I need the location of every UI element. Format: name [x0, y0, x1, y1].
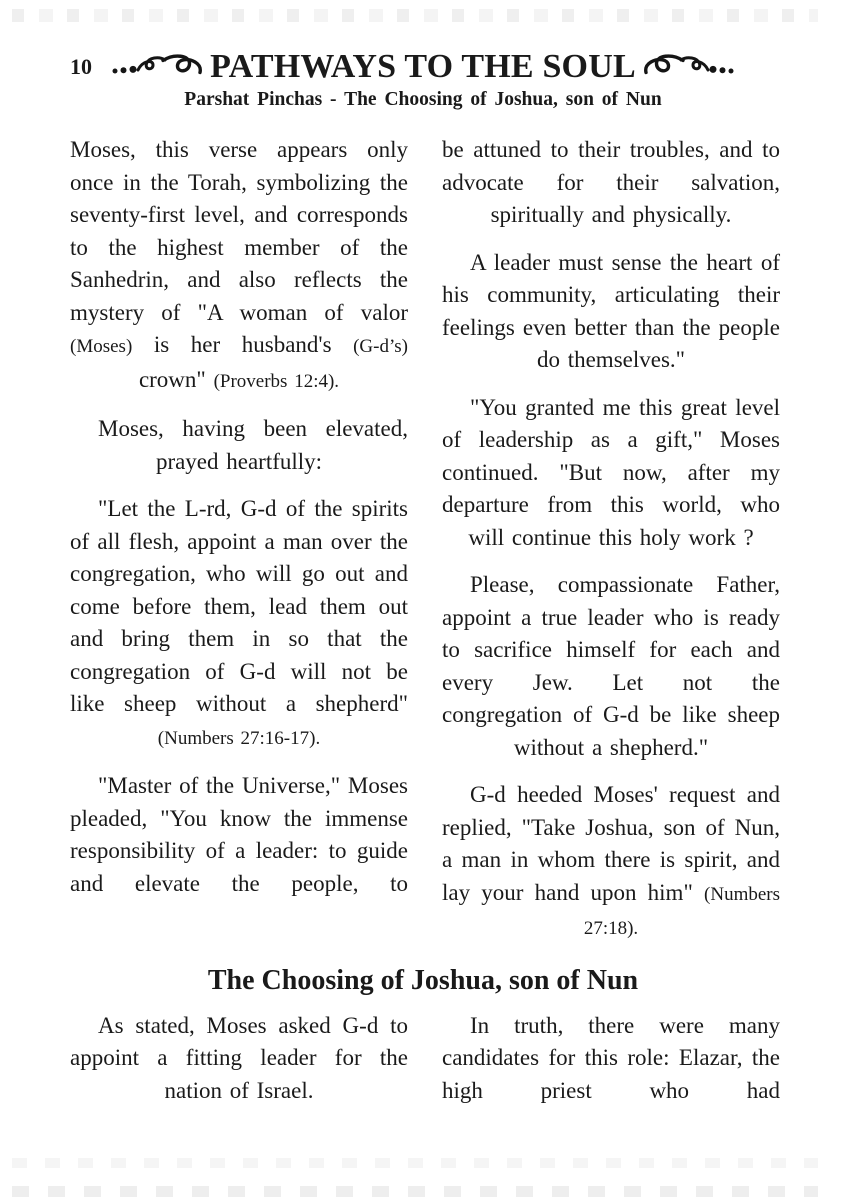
right-column	[442, 134, 780, 946]
paragraph-text: "Master of the Universe," Moses pleaded, "You know the immense responsibility of a leader: to guide and elevate the people, to	[70, 773, 408, 896]
scripture-ref: (Proverbs 12:4).	[213, 370, 340, 392]
paragraph	[70, 1010, 408, 1108]
paragraph-text: Moses, having been elevated, prayed heartfully:	[98, 416, 408, 474]
paragraph	[442, 392, 780, 555]
paragraph-text: is her husband's	[132, 332, 354, 357]
paragraph	[70, 413, 408, 478]
paragraph	[442, 1010, 780, 1108]
flourish-left-icon	[110, 52, 202, 82]
paragraph	[70, 134, 408, 398]
scripture-ref: (G-d’s)	[353, 336, 408, 357]
paragraph	[442, 569, 780, 764]
paragraph-text: "Let the L-rd, G-d of the spirits of all flesh, appoint a man over the congregation, who will go out and come before them, lead them out and bring them in so that the congregation of G-d will not be like sheep without a shepherd"	[70, 496, 408, 716]
paragraph	[442, 779, 780, 946]
paragraph-text: Moses, this verse appears only once in the Torah, symbolizing the seventy-first level, and corresponds to the highest member of the Sanhedrin, and also reflects the mystery of "A woman of valor	[70, 137, 408, 325]
page-subtitle: Parshat Pinchas - The Choosing of Joshua, son of Nun	[184, 89, 662, 110]
paragraph	[442, 134, 780, 232]
section-right-column	[442, 1010, 780, 1108]
scan-artifact-bottom-upper	[12, 1158, 818, 1168]
title-row	[0, 48, 846, 86]
paragraph-text: In truth, there were many candidates for this role: Elazar, the high priest who had	[442, 1012, 780, 1103]
article-columns	[0, 134, 846, 946]
paragraph	[442, 247, 780, 377]
paragraph-text: be attuned to their troubles, and to advocate for their salvation, spiritually and physically.	[442, 137, 780, 227]
page-number: 10	[70, 54, 92, 79]
flourish-right-icon	[644, 52, 736, 82]
paragraph-text: "You granted me this great level of leadership as a gift," Moses continued. "But now, after my departure from this world, who will continue this holy work ?	[442, 394, 780, 550]
paragraph	[70, 493, 408, 755]
paragraph	[70, 770, 408, 900]
scripture-ref: (Moses)	[70, 336, 133, 357]
paragraph-text: crown"	[138, 366, 214, 392]
paragraph-text: A leader must sense the heart of his community, articulating their feelings even better than the people do themselves."	[442, 249, 780, 372]
section-columns	[0, 1010, 846, 1108]
scripture-ref: (Numbers 27:16-17).	[157, 727, 321, 749]
left-column	[70, 134, 408, 946]
scan-artifact-bottom-lower	[12, 1186, 818, 1197]
book-title: PATHWAYS TO THE SOUL	[210, 48, 636, 85]
scripture-ref: (Numbers 27:18).	[583, 883, 780, 939]
section-heading: The Choosing of Joshua, son of Nun	[207, 964, 639, 996]
page-header	[0, 0, 846, 111]
paragraph-text: As stated, Moses asked G-d to appoint a fitting leader for the nation of Israel.	[70, 1012, 408, 1103]
paragraph-text: Please, compassionate Father, appoint a true leader who is ready to sacrifice himself for each and every Jew. Let not the congregation of G-d be like sheep without a shepherd."	[442, 572, 780, 760]
section-left-column	[70, 1010, 408, 1108]
paragraph-text: G-d heeded Moses' request and replied, "Take Joshua, son of Nun, a man in whom there is spirit, and lay your hand upon him"	[442, 782, 780, 905]
